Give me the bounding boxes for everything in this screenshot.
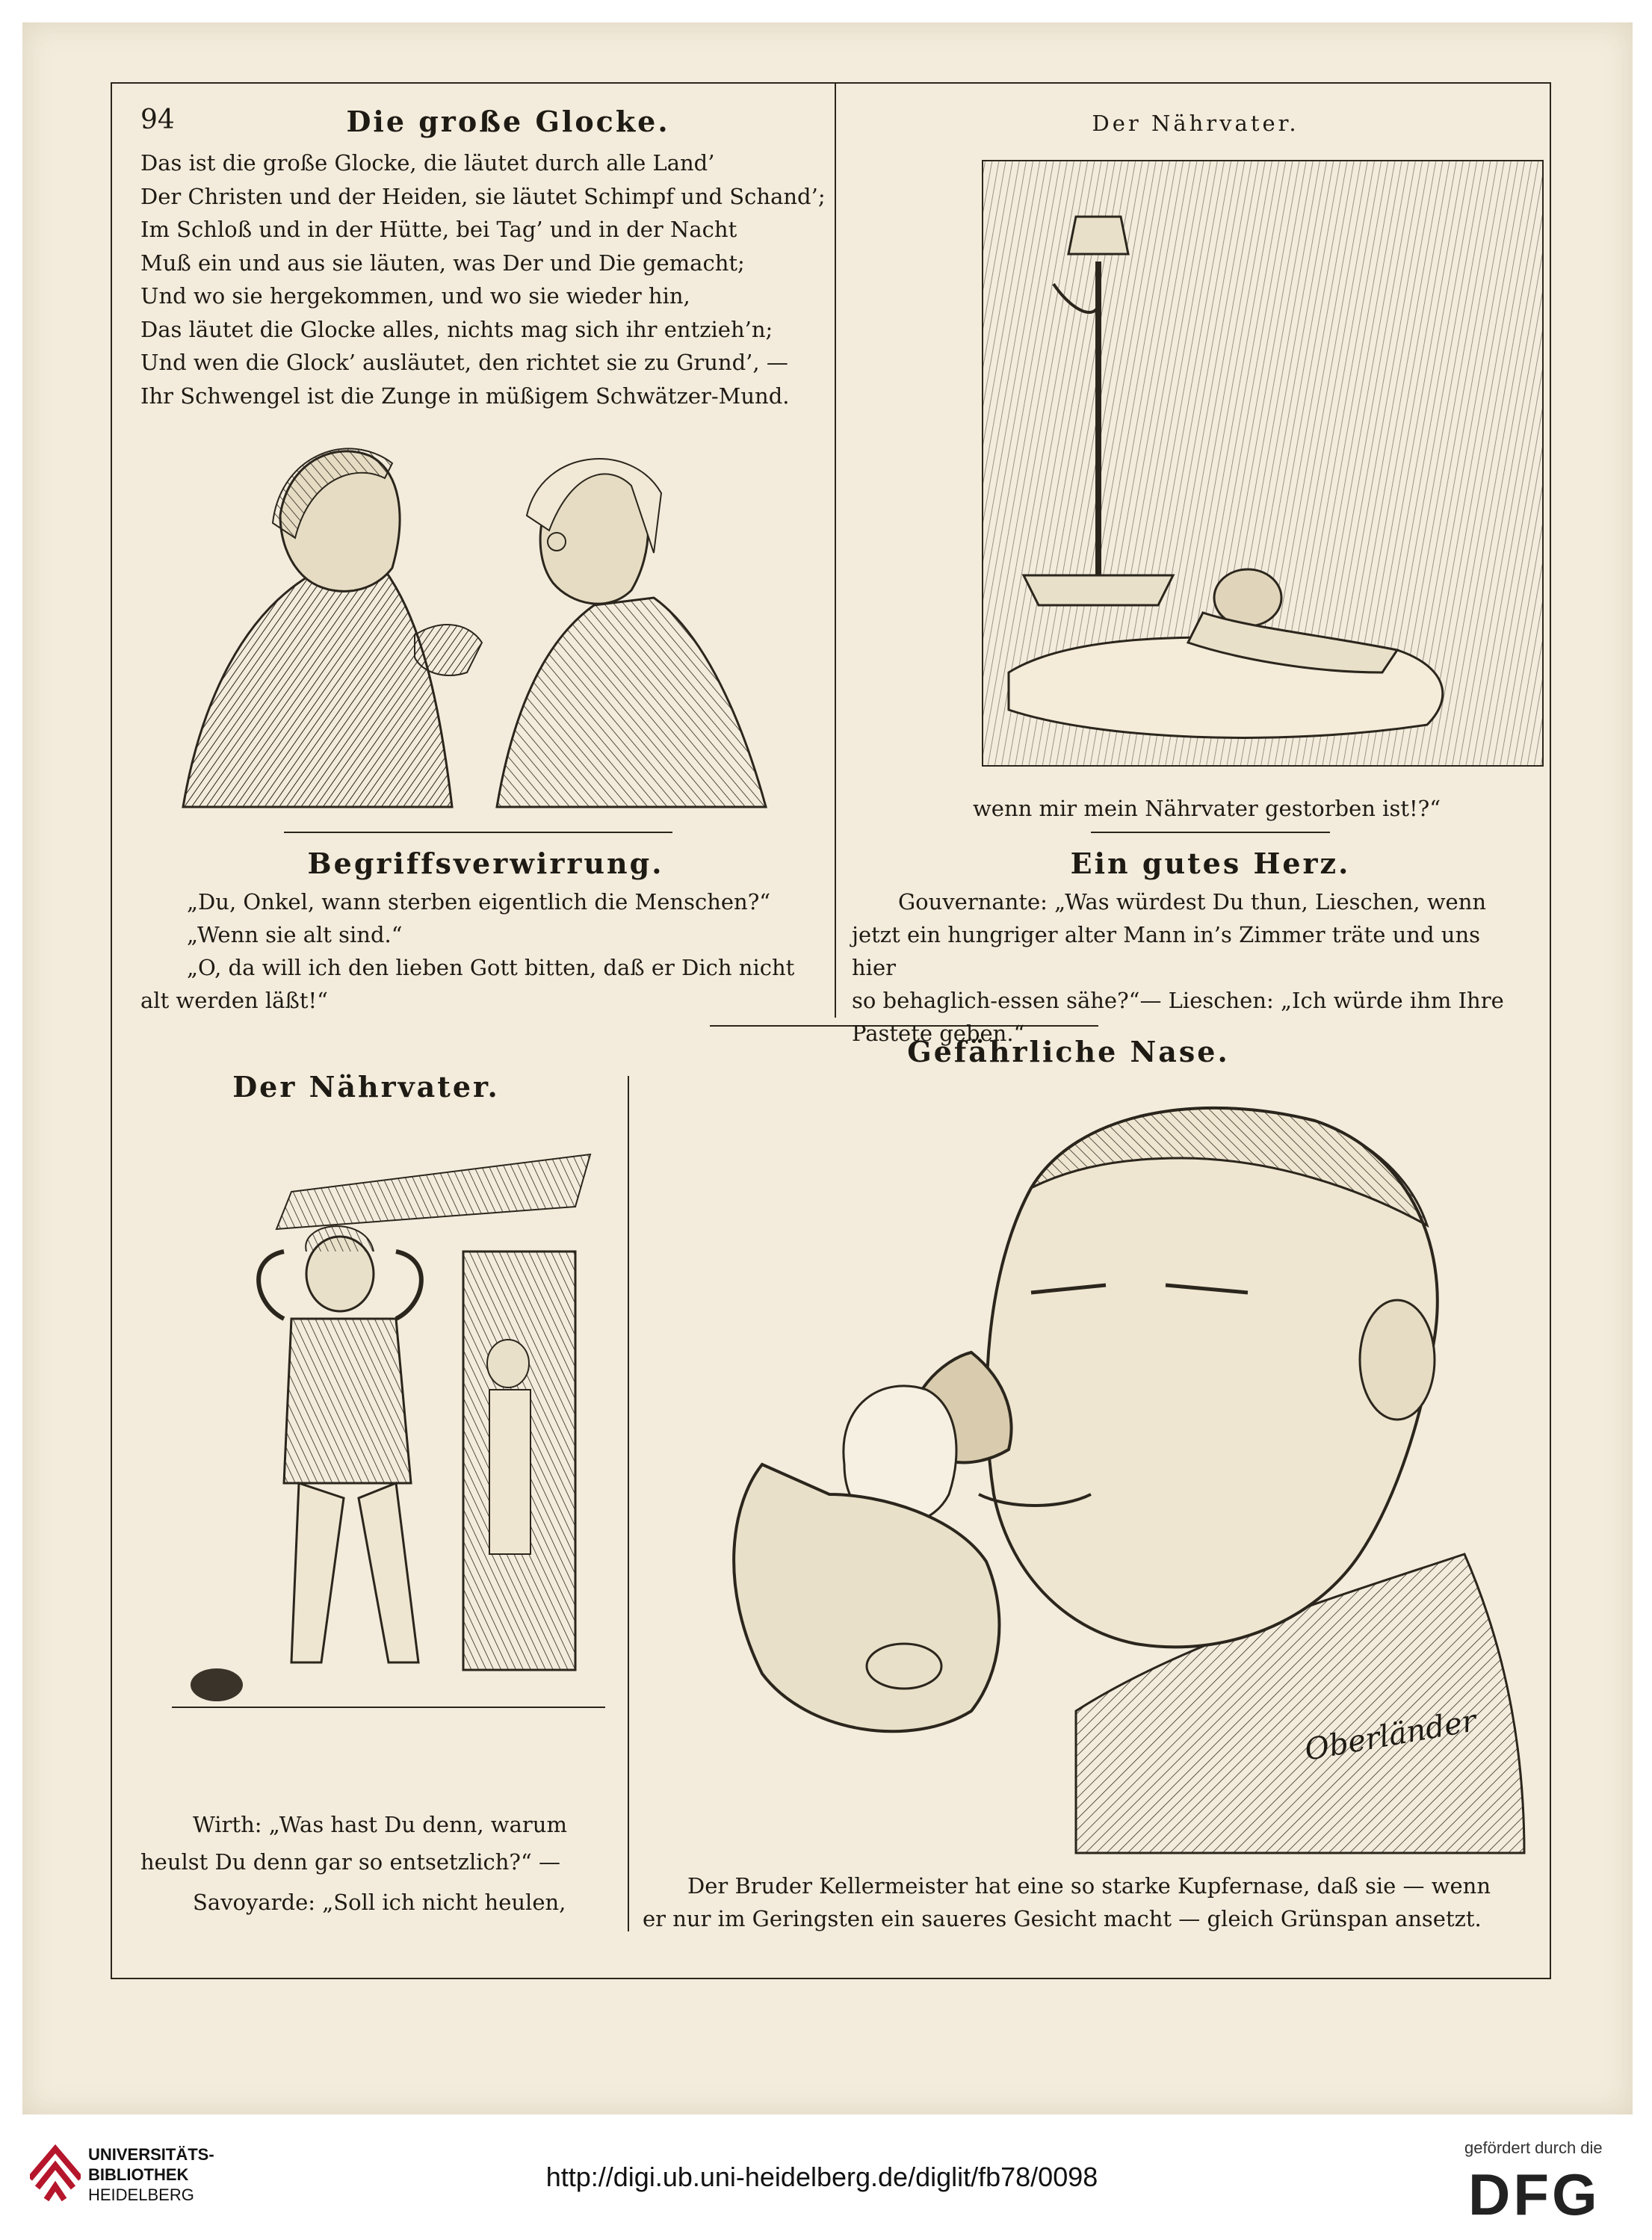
nase-title: Gefährliche Nase. <box>907 1035 1230 1068</box>
herz-line: jetzt ein hungriger alter Mann in’s Zimmer träte und uns hier <box>852 922 1480 980</box>
illustration-sleeping-child <box>979 157 1547 770</box>
library-name-line: HEIDELBERG <box>88 2185 194 2204</box>
begriffs-line: „Wenn sie alt sind.“ <box>187 922 403 947</box>
poem-line: Ihr Schwengel ist die Zunge in müßigem Schwätzer-Mund. <box>140 383 790 409</box>
naehrvater-title: Der Nährvater. <box>232 1070 500 1104</box>
begriffs-title: Begriffsverwirrung. <box>307 847 664 880</box>
naehrvater-top-caption: wenn mir mein Nährvater gestorben ist!?“ <box>972 796 1441 821</box>
funding-note: gefördert durch die <box>1464 2138 1603 2157</box>
begriffs-line: alt werden läßt!“ <box>140 988 328 1013</box>
herz-line: Pastete geben.“ <box>852 1021 1025 1046</box>
library-name <box>88 2144 214 2205</box>
permalink-url[interactable]: http://digi.ub.uni-heidelberg.de/diglit/fb78/0098 <box>545 2162 1098 2192</box>
herz-line: so behaglich-essen sähe?“— Lieschen: „Ich würde ihm Ihre <box>852 988 1504 1013</box>
poem-line: Das ist die große Glocke, die läutet durch alle Land’ <box>140 150 715 176</box>
begriffs-line: „O, da will ich den lieben Gott bitten, daß er Dich nicht <box>187 955 795 980</box>
rule-under-boy <box>1091 832 1330 833</box>
naehrvater-line: heulst Du denn gar so entsetzlich?“ — <box>140 1849 561 1875</box>
nase-body <box>643 1869 1528 1935</box>
poem-line: Muß ein und aus sie läuten, was Der und Die gemacht; <box>140 250 745 276</box>
begriffs-line: „Du, Onkel, wann sterben eigentlich die Menschen?“ <box>187 889 771 915</box>
naehrvater-line: Savoyarde: „Soll ich nicht heulen, <box>193 1890 566 1915</box>
poem-line: Das läutet die Glocke alles, nichts mag sich ihr entzieh’n; <box>140 316 773 342</box>
herz-title: Ein gutes Herz. <box>1070 847 1351 880</box>
top-right-caption: Der Nährvater. <box>1092 111 1299 136</box>
library-name-line: BIBLIOTHEK <box>88 2165 189 2184</box>
poem-line: Und wo sie hergekommen, und wo sie wieder hin, <box>140 283 690 309</box>
nase-line: Der Bruder Kellermeister hat eine so starke Kupfernase, daß sie — wenn <box>687 1873 1491 1899</box>
artist-signature: Oberländer <box>1302 1704 1479 1768</box>
poem-title: Die große Glocke. <box>346 105 670 138</box>
illustration-two-old-women <box>168 433 788 822</box>
rule-under-women <box>284 832 672 833</box>
herz-body <box>852 885 1528 1050</box>
column-divider-bottom <box>628 1076 629 1931</box>
poem-line: Und wen die Glock’ ausläutet, den richtet sie zu Grund’, — <box>140 350 788 375</box>
library-name-line: UNIVERSITÄTS- <box>88 2145 214 2164</box>
column-divider-top <box>835 84 836 1018</box>
naehrvater-line: Wirth: „Was hast Du denn, warum <box>193 1812 567 1837</box>
herz-line: Gouvernante: „Was würdest Du thun, Lieschen, wenn <box>898 889 1487 915</box>
page-number: 94 <box>140 105 175 135</box>
ubh-logo-icon <box>30 2141 81 2209</box>
begriffs-body <box>140 885 817 1017</box>
poem-body <box>140 146 826 412</box>
dfg-logo: DFG <box>1468 2162 1600 2227</box>
naehrvater-body <box>140 1808 619 1919</box>
nase-line: er nur im Geringsten ein saueres Gesicht macht — gleich Grünspan ansetzt. <box>643 1906 1482 1931</box>
illustration-crying-boy <box>172 1139 605 1782</box>
poem-line: Der Christen und der Heiden, sie läutet Schimpf und Schand’; <box>140 183 826 209</box>
poem-line: Im Schloß und in der Hütte, bei Tag’ und in der Nacht <box>140 217 737 242</box>
